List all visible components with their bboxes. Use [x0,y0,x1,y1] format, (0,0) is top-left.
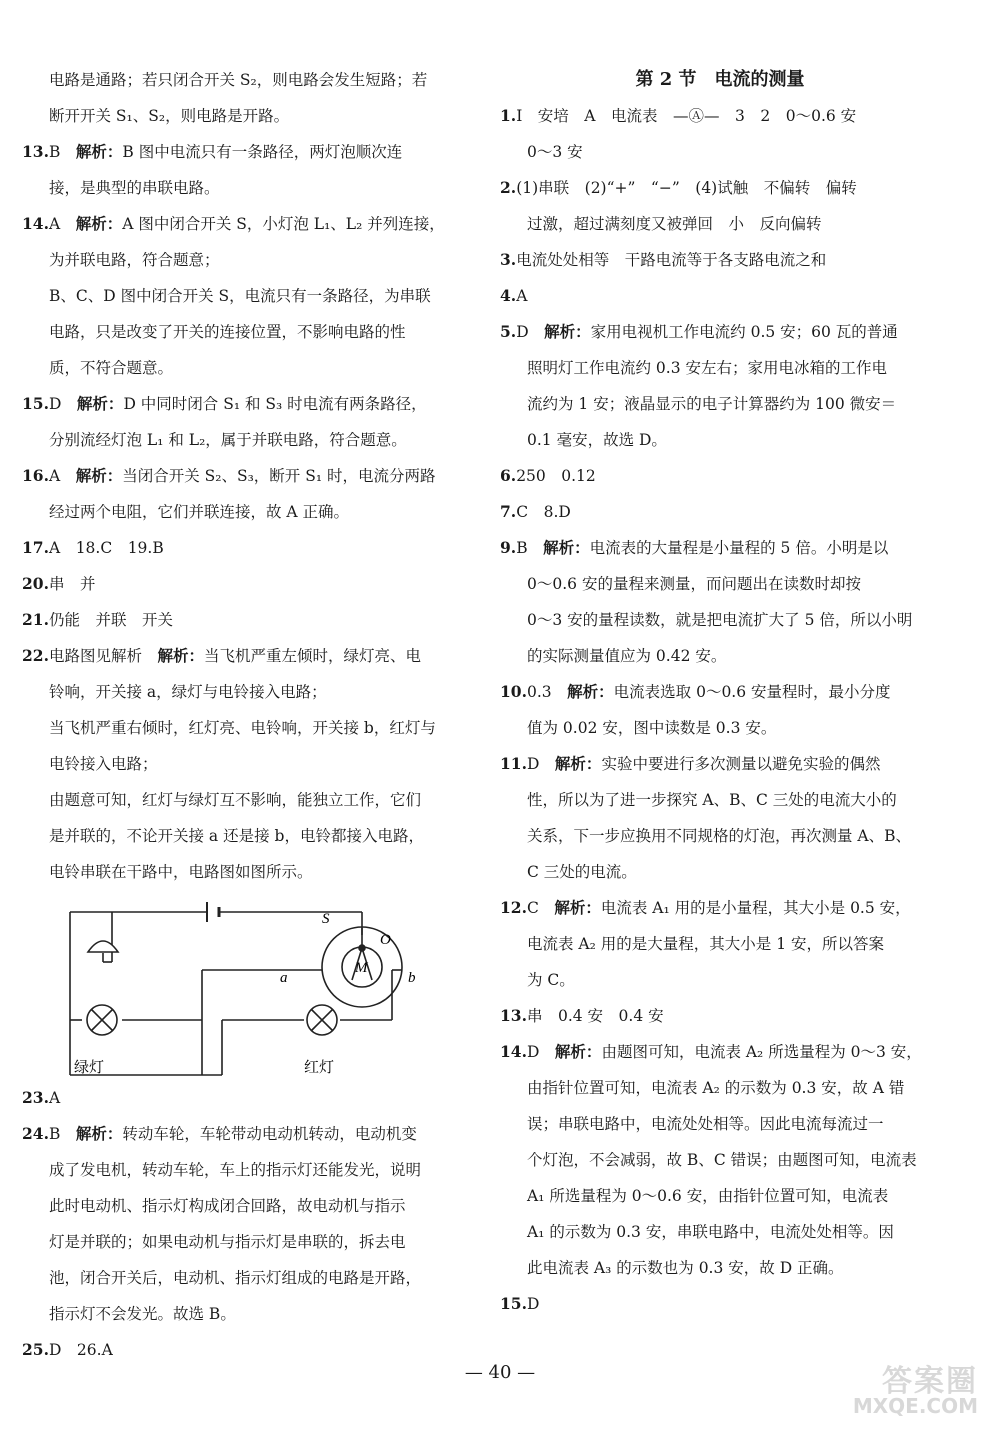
answer-line [500,818,940,854]
answer-text: 250 0.12 [516,467,596,485]
answer-line [22,602,458,638]
answer-line [22,566,458,602]
answer-line [22,1152,458,1188]
answer-number: 12. [500,898,527,917]
analysis-label: 解析： [75,214,123,233]
contact-label-a: a [280,970,288,986]
analysis-text: 家用电视机工作电流约 0.5 安；60 瓦的普通 [590,323,898,341]
analysis-text: 由题图可知，电流表 A₂ 所选量程为 0～3 安， [601,1043,922,1061]
answer-text: A [516,287,528,305]
answer-line [22,746,458,782]
analysis-text: 池，闭合开关后，电动机、指示灯组成的电路是开路， [49,1269,422,1287]
answer-text: D [48,1341,62,1359]
answer-line [22,134,458,170]
contact-label-b: b [408,970,416,986]
answer-line [500,1286,940,1322]
watermark-url: MXQE.COM [852,1394,978,1418]
answer-line [500,998,940,1034]
answer-line [22,278,458,314]
answer-text: A [48,215,61,233]
page-number: — 40 — [464,1362,536,1383]
analysis-text: C 三处的电流。 [527,863,637,881]
analysis-label: 解析： [544,322,591,341]
answer-line [500,1214,940,1250]
left-answer-list-2 [22,1080,458,1368]
answer-line [22,638,458,674]
answer-line [22,1260,458,1296]
analysis-text: 实验中要进行多次测量以避免实验的偶然 [601,755,881,773]
analysis-text: 电流表的大量程是小量程的 5 倍。小明是以 [589,539,889,557]
answer-line [500,458,940,494]
analysis-text: 为 C。 [527,971,575,989]
answer-line [500,134,940,170]
answer-number: 2. [500,178,517,197]
analysis-label: 解析： [157,646,205,665]
answer-text: 0.3 [526,683,552,701]
answer-line [22,1224,458,1260]
answer-line [500,1142,940,1178]
answer-line [500,890,940,926]
analysis-text: 18.C 19.B [75,539,164,557]
answer-line [500,674,940,710]
answer-number: 5. [500,322,517,341]
analysis-text: 关系，下一步应换用不同规格的灯泡，再次测量 A、B、 [527,827,912,845]
pivot-label-o: O [380,932,391,948]
analysis-text: 值为 0.02 安，图中读数是 0.3 安。 [527,719,777,737]
answer-number: 7. [500,502,517,521]
answer-text: D [526,1295,540,1313]
circuit-diagram-svg [62,900,416,1076]
answer-line [22,1296,458,1332]
analysis-label: 解析： [554,898,601,917]
answer-number: 11. [500,754,527,773]
analysis-text: 26.A [76,1341,113,1359]
red-lamp-label: 红灯 [304,1058,335,1076]
answer-line [22,710,458,746]
answer-line [22,350,458,386]
answer-text: D [516,323,529,341]
answer-text: 电路图见解析 [48,647,142,665]
analysis-text: A 图中闭合开关 S，小灯泡 L₁、L₂ 并列连接， [122,215,445,233]
answer-text: (1)串联 (2)“+” “−” (4)试触 不偏转 偏转 [516,179,857,197]
analysis-text: 由题意可知，红灯与绿灯互不影响，能独立工作，它们 [49,791,422,809]
analysis-text: 0～0.6 安的量程来测量，而问题出在读数时却按 [527,575,861,593]
analysis-text: 流约为 1 安；液晶显示的电子计算器约为 100 微安＝ [527,395,897,413]
analysis-text: 的实际测量值应为 0.42 安。 [527,647,727,665]
analysis-text: 分别流经灯泡 L₁ 和 L₂，属于并联电路，符合题意。 [49,431,407,449]
analysis-label: 解析： [75,1124,123,1143]
answer-number: 13. [500,1006,527,1025]
weight-label-m: M [355,960,368,976]
answer-number: 20. [22,574,49,593]
analysis-label: 解析： [75,466,123,485]
answer-number: 14. [500,1042,527,1061]
answer-line [22,422,458,458]
answer-number: 16. [22,466,49,485]
analysis-text: 由指针位置可知，电流表 A₂ 的示数为 0.3 安，故 A 错 [527,1079,905,1097]
answer-line [500,1106,940,1142]
answer-text: D [526,1043,540,1061]
analysis-text: 铃响，开关接 a，绿灯与电铃接入电路； [49,683,327,701]
analysis-text: B、C、D 图中闭合开关 S，电流只有一条路径，为串联 [49,287,431,305]
answer-number: 17. [22,538,49,557]
analysis-text: 电路是通路；若只闭合开关 S₂，则电路会发生短路；若 [49,71,428,89]
answer-line [500,422,940,458]
answer-line [22,494,458,530]
analysis-label: 解析： [75,142,123,161]
analysis-text: B 图中电流只有一条路径，两灯泡顺次连 [122,143,403,161]
watermark-logo: 答案圈 [882,1364,978,1399]
answer-number: 4. [500,286,517,305]
analysis-text: 此时电动机、指示灯构成闭合回路，故电动机与指示 [49,1197,406,1215]
left-answer-list [22,62,458,890]
answer-text: A [48,1089,61,1107]
answer-number: 24. [22,1124,49,1143]
section-title: 第 2 节 电流的测量 [635,69,805,90]
answer-line [22,782,458,818]
answer-line [22,242,458,278]
answer-line [500,854,940,890]
switch-label-s: S [322,911,330,927]
answer-line [22,314,458,350]
analysis-label: 解析： [554,1042,602,1061]
answer-line [22,854,458,890]
analysis-text: A₁ 的示数为 0.3 安，串联电路中，电流处处相等。因 [527,1223,894,1241]
analysis-text: 电流表 A₂ 用的是大量程，其大小是 1 安，所以答案 [527,935,884,953]
answer-line [22,206,458,242]
answer-line [500,638,940,674]
circuit-diagram [62,900,458,1076]
answer-line [22,386,458,422]
answer-text: D [48,395,62,413]
answer-line [500,242,940,278]
answer-line [500,206,940,242]
answer-text: 电流处处相等 干路电流等于各支路电流之和 [516,251,827,269]
answer-text: 仍能 并联 开关 [48,611,173,629]
answer-text: B [48,1125,61,1143]
analysis-text: 0.1 毫安，故选 D。 [527,431,667,449]
right-column [500,62,940,1322]
analysis-text: D 中同时闭合 S₁ 和 S₃ 时电流有两条路径， [123,395,427,413]
answer-line [500,746,940,782]
answer-number: 3. [500,250,517,269]
answer-line [500,962,940,998]
answer-number: 21. [22,610,49,629]
answer-number: 9. [500,538,517,557]
answer-number: 6. [500,466,517,485]
analysis-text: 当飞机严重右倾时，红灯亮、电铃响，开关接 b，红灯与 [49,719,436,737]
answer-line [22,458,458,494]
analysis-text: 误；串联电路中，电流处处相等。因此电流每流过一 [527,1115,884,1133]
analysis-text: 转动车轮，车轮带动电动机转动，电动机变 [122,1125,417,1143]
answer-number: 14. [22,214,49,233]
answer-line [500,1070,940,1106]
answer-line [500,98,940,134]
analysis-label: 解析： [76,394,124,413]
answer-number: 15. [22,394,49,413]
analysis-label: 解析： [567,682,614,701]
analysis-text: 8.D [543,503,571,521]
analysis-text: 为并联电路，符合题意； [49,251,220,269]
analysis-text: 经过两个电阻，它们并联连接，故 A 正确。 [49,503,350,521]
answer-line [22,170,458,206]
answer-text: I 安培 A 电流表 —Ⓐ— 3 2 0～0.6 安 [516,107,857,125]
answer-line [500,1250,940,1286]
answer-text: B [516,539,528,557]
answer-number: 25. [22,1340,49,1359]
analysis-text: 断开开关 S₁、S₂，则电路是开路。 [49,107,290,125]
analysis-text: 接，是典型的串联电路。 [49,179,220,197]
analysis-text: 质，不符合题意。 [49,359,174,377]
analysis-text: 灯是并联的；如果电动机与指示灯是串联的，拆去电 [49,1233,406,1251]
answer-line [500,494,940,530]
analysis-text: 电铃接入电路； [49,755,158,773]
answer-line [500,170,940,206]
analysis-text: 此电流表 A₃ 的示数也为 0.3 安，故 D 正确。 [527,1259,844,1277]
answer-text: A [48,467,61,485]
answer-text: C [516,503,529,521]
analysis-text: 电铃串联在干路中，电路图如图所示。 [49,863,313,881]
analysis-text: 当飞机严重左倾时，绿灯亮、电 [204,647,422,665]
answer-line [22,1116,458,1152]
answer-line [500,566,940,602]
analysis-text: 0～3 安 [527,143,583,161]
analysis-text: 电流表选取 0～0.6 安量程时，最小分度 [613,683,891,701]
answer-text: A [48,539,61,557]
answer-text: C [526,899,539,917]
left-column [22,62,458,1368]
answer-number: 15. [500,1294,527,1313]
analysis-text: 指示灯不会发光。故选 B。 [49,1305,236,1323]
answer-number: 10. [500,682,527,701]
analysis-text: 成了发电机，转动车轮，车上的指示灯还能发光，说明 [49,1161,422,1179]
answer-number: 23. [22,1088,49,1107]
answer-text: D [526,755,540,773]
answer-line [22,818,458,854]
answer-line [500,1178,940,1214]
answer-line [500,350,940,386]
answer-text: 串 0.4 安 0.4 安 [526,1007,664,1025]
analysis-label: 解析： [554,754,602,773]
analysis-text: 当闭合开关 S₂、S₃，断开 S₁ 时，电流分两路 [122,467,436,485]
answer-line [22,1080,458,1116]
answer-line [22,1188,458,1224]
answer-number: 22. [22,646,49,665]
answer-line [22,98,458,134]
analysis-text: 个灯泡，不会减弱，故 B、C 错误；由题图可知，电流表 [527,1151,917,1169]
green-lamp-label: 绿灯 [74,1058,105,1076]
analysis-text: 过激，超过满刻度又被弹回 小 反向偏转 [527,215,822,233]
answer-number: 1. [500,106,517,125]
answer-line [500,314,940,350]
answer-line [500,710,940,746]
analysis-text: A₁ 所选量程为 0～0.6 安，由指针位置可知，电流表 [527,1187,889,1205]
analysis-text: 照明灯工作电流约 0.3 安左右；家用电冰箱的工作电 [527,359,888,377]
answer-line [500,602,940,638]
answer-line [22,674,458,710]
analysis-text: 电流表 A₁ 用的是小量程，其大小是 0.5 安， [600,899,911,917]
analysis-text: 是并联的，不论开关接 a 还是接 b，电铃都接入电路， [49,827,424,845]
right-answer-list [500,98,940,1322]
analysis-text: 性，所以为了进一步探究 A、B、C 三处的电流大小的 [527,791,897,809]
answer-line [500,386,940,422]
answer-line [22,62,458,98]
answer-line [500,782,940,818]
answer-line [22,530,458,566]
answer-line [500,926,940,962]
answer-text: 串 并 [48,575,96,593]
answer-line [500,530,940,566]
analysis-text: 电路，只是改变了开关的连接位置，不影响电路的性 [49,323,406,341]
answer-number: 13. [22,142,49,161]
analysis-text: 0～3 安的量程读数，就是把电流扩大了 5 倍，所以小明 [527,611,913,629]
answer-line [500,278,940,314]
analysis-label: 解析： [543,538,590,557]
answer-text: B [48,143,61,161]
answer-line [500,1034,940,1070]
